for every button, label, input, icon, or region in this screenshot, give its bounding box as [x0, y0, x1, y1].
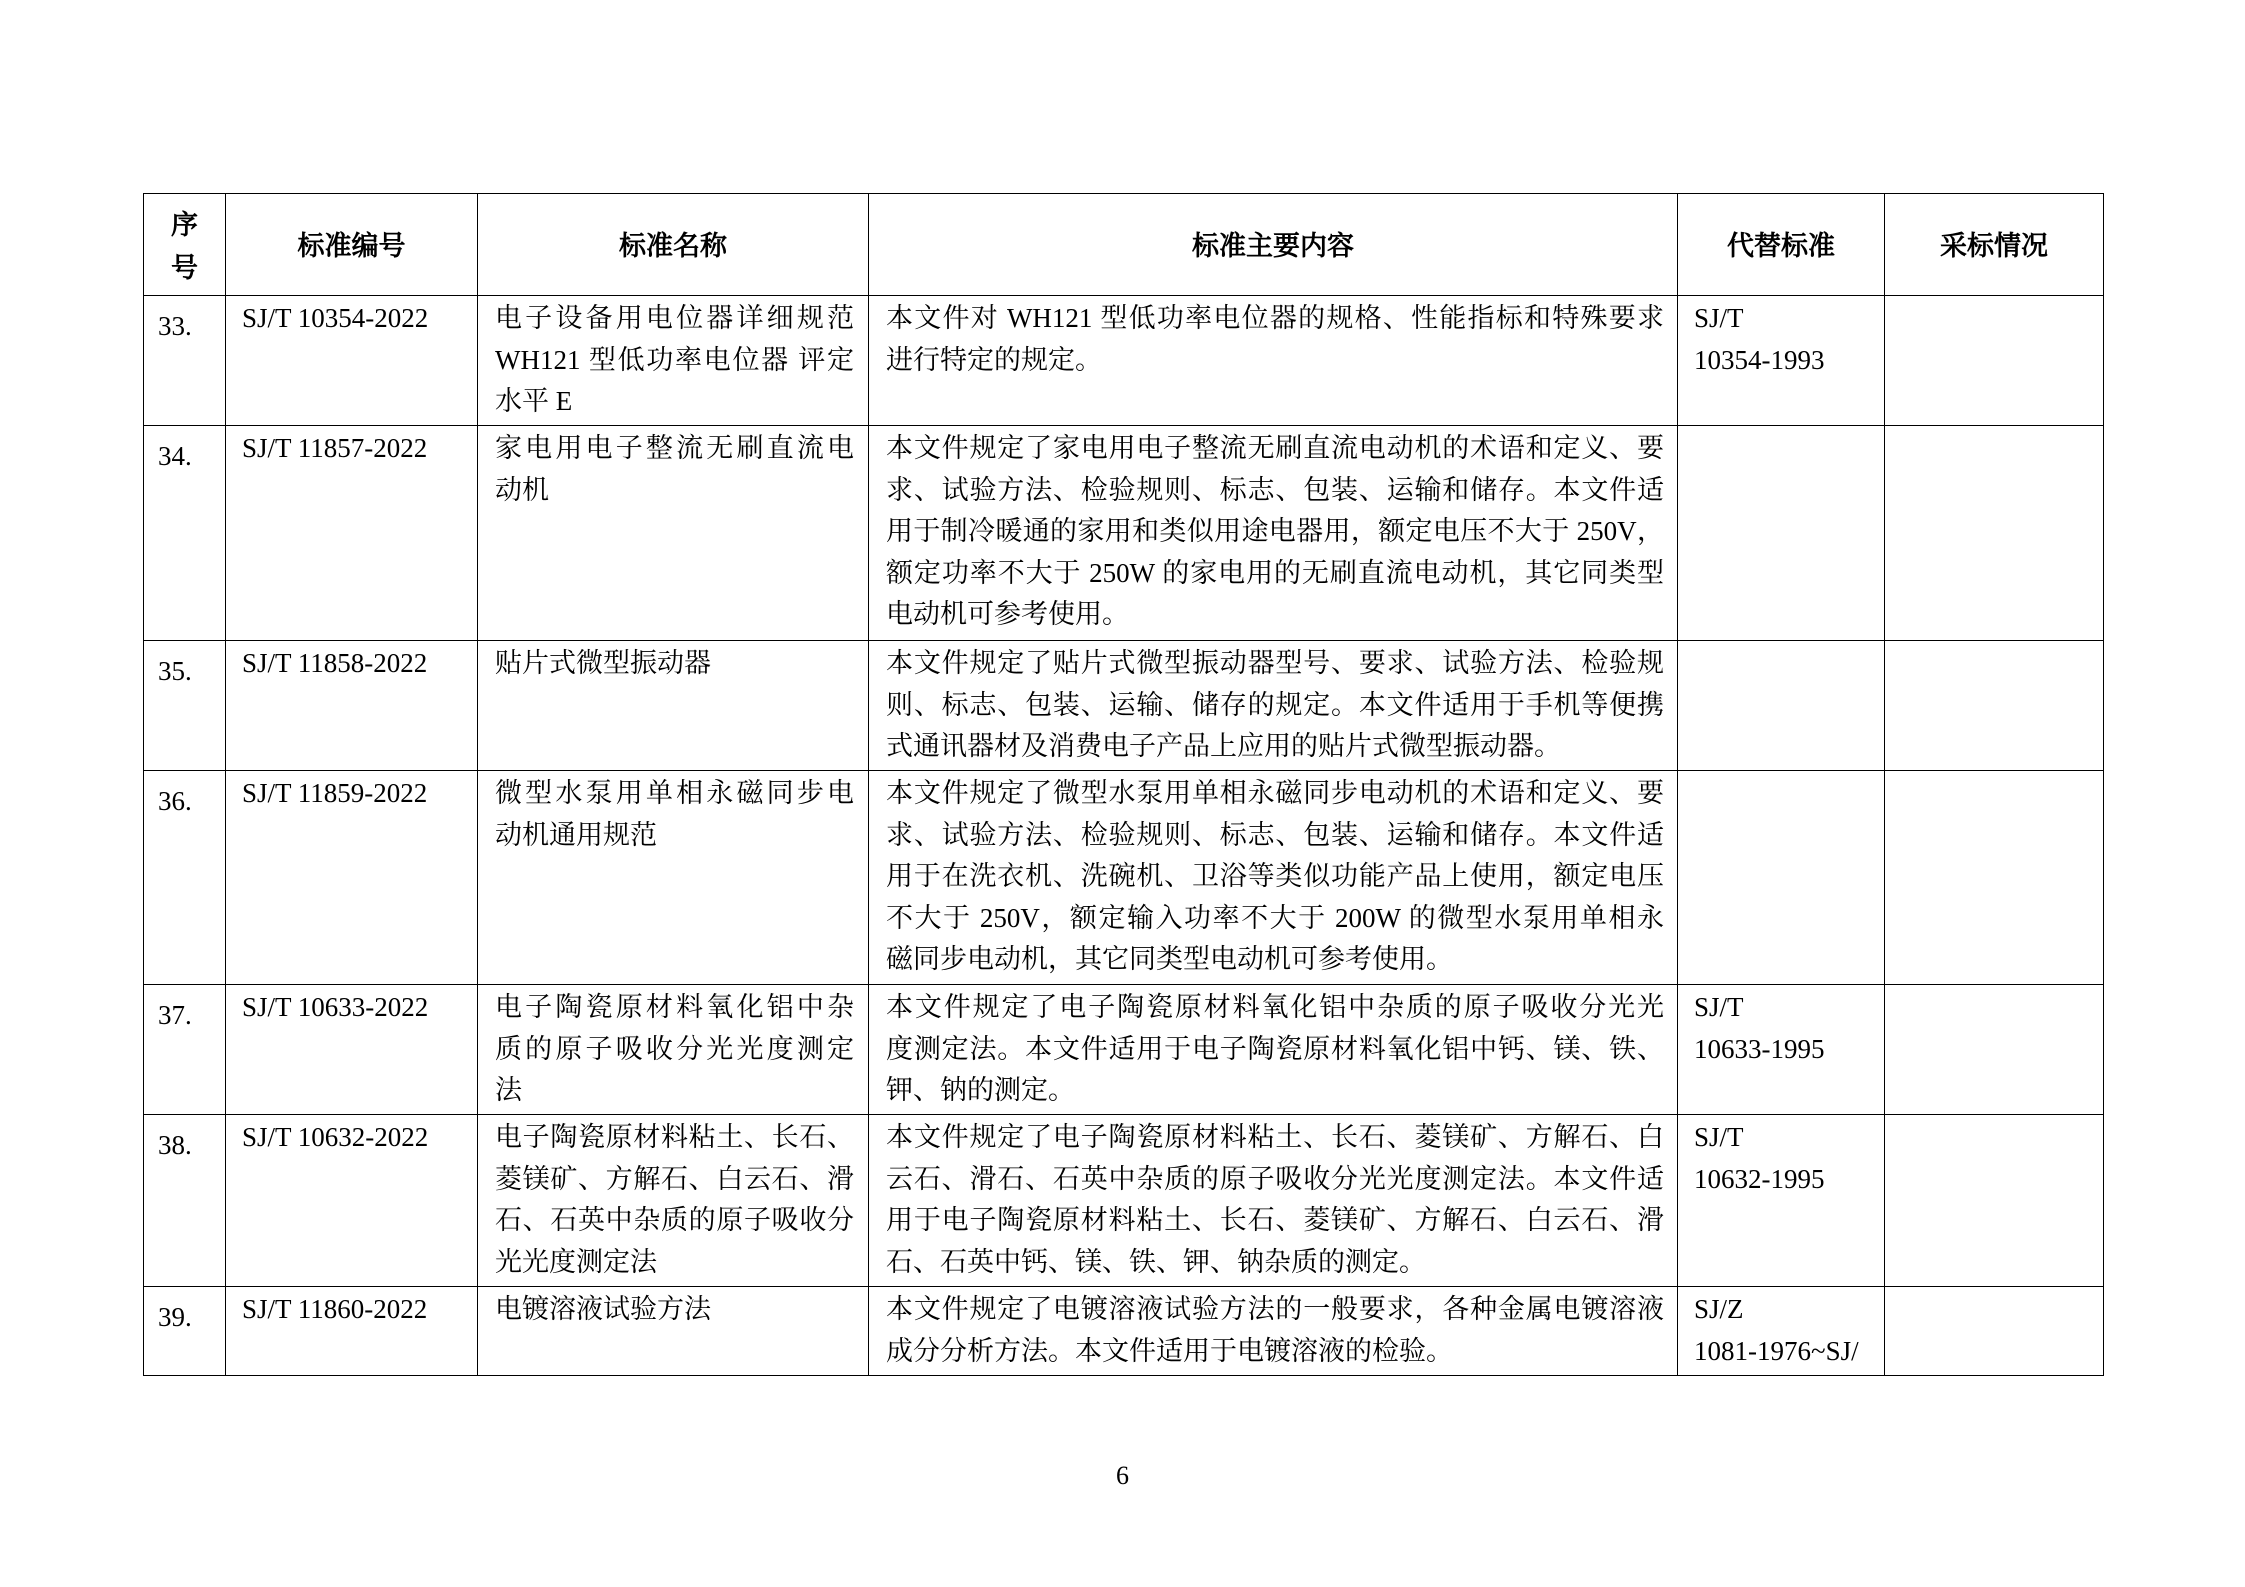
main-content-line: 用于制冷暖通的家用和类似用途电器用，额定电压不大于 250V，	[886, 516, 1664, 546]
serial-number-text: 37.	[158, 1000, 192, 1030]
page-number: 6	[1116, 1461, 1129, 1490]
main-content-line: 云石、滑石、石英中杂质的原子吸收分光光度测定法。本文件适	[886, 1163, 1664, 1194]
main-content-cell	[869, 1115, 1678, 1287]
standard-number-text: SJ/T 11860-2022	[242, 1294, 428, 1324]
main-content-line: 本文件规定了家电用电子整流无刷直流电动机的术语和定义、要	[886, 433, 1664, 463]
main-content-cell	[869, 1287, 1678, 1376]
replaced-standard-line: SJ/Z	[1694, 1294, 1744, 1324]
serial-number-text: 36.	[158, 786, 192, 816]
standard-number-text: SJ/T 10633-2022	[242, 992, 429, 1022]
standards-table	[143, 193, 2104, 1376]
header-adoption-status	[1885, 194, 2104, 296]
main-content-line: 钾、钠的测定。	[886, 1075, 1075, 1105]
standard-name-line: 菱镁矿、方解石、白云石、滑	[495, 1163, 854, 1194]
header-label: 标准名称	[619, 230, 727, 261]
main-content-line: 本文件规定了贴片式微型振动器型号、要求、试验方法、检验规	[886, 648, 1664, 678]
replaced-standard-cell	[1678, 1287, 1885, 1376]
replaced-standard-line: SJ/T	[1694, 303, 1744, 333]
standard-number-cell	[226, 1287, 478, 1376]
standard-number-cell	[226, 771, 478, 985]
adoption-status-cell	[1885, 1115, 2104, 1287]
standard-name-line: 微型水泵用单相永磁同步电	[495, 778, 854, 808]
standard-name-line: 质的原子吸收分光光度测定	[495, 1033, 854, 1064]
standard-name-line: 光光度测定法	[495, 1246, 657, 1277]
standard-number-text: SJ/T 10354-2022	[242, 303, 429, 333]
standard-name-line: 电子设备用电位器详细规范	[495, 303, 854, 333]
main-content-line: 本文件对 WH121 型低功率电位器的规格、性能指标和特殊要求	[886, 303, 1664, 333]
standard-number-text: SJ/T 11857-2022	[242, 433, 428, 463]
main-content-cell	[869, 771, 1678, 985]
standard-number-text: SJ/T 11859-2022	[242, 778, 428, 808]
adoption-status-cell	[1885, 426, 2104, 641]
header-standard-name	[478, 194, 869, 296]
main-content-cell	[869, 641, 1678, 771]
serial-number-cell	[144, 1115, 226, 1287]
header-label: 标准编号	[297, 230, 406, 261]
main-content-line: 磁同步电动机，其它同类型电动机可参考使用。	[886, 944, 1453, 974]
standard-name-line: 动机	[495, 474, 549, 505]
standard-name-cell	[478, 426, 869, 641]
replaced-standard-line: 10354-1993	[1694, 344, 1825, 375]
standard-number-cell	[226, 426, 478, 641]
main-content-cell	[869, 296, 1678, 426]
serial-number-cell	[144, 296, 226, 426]
main-content-line: 度测定法。本文件适用于电子陶瓷原材料氧化铝中钙、镁、铁、	[886, 1033, 1664, 1064]
serial-number-cell	[144, 771, 226, 985]
standard-name-cell	[478, 296, 869, 426]
replaced-standard-cell	[1678, 771, 1885, 985]
adoption-status-cell	[1885, 771, 2104, 985]
main-content-line: 不大于 250V，额定输入功率不大于 200W 的微型水泵用单相永	[886, 902, 1664, 933]
serial-number-text: 35.	[158, 656, 192, 686]
replaced-standard-cell	[1678, 641, 1885, 771]
standard-name-cell	[478, 771, 869, 985]
standard-name-cell	[478, 985, 869, 1115]
replaced-standard-cell	[1678, 985, 1885, 1115]
serial-number-cell	[144, 641, 226, 771]
main-content-line: 石、石英中钙、镁、铁、钾、钠杂质的测定。	[886, 1246, 1426, 1277]
adoption-status-cell	[1885, 296, 2104, 426]
header-main-content	[869, 194, 1678, 296]
serial-number-text: 34.	[158, 441, 192, 471]
standard-name-line: 贴片式微型振动器	[495, 648, 711, 678]
standard-number-cell	[226, 985, 478, 1115]
standard-name-cell	[478, 1115, 869, 1287]
standard-name-line: 电镀溶液试验方法	[495, 1294, 711, 1324]
adoption-status-cell	[1885, 641, 2104, 771]
serial-number-cell	[144, 426, 226, 641]
main-content-line: 求、试验方法、检验规则、标志、包装、运输和储存。本文件适	[886, 474, 1664, 505]
adoption-status-cell	[1885, 985, 2104, 1115]
replaced-standard-cell	[1678, 296, 1885, 426]
main-content-line: 式通讯器材及消费电子产品上应用的贴片式微型振动器。	[886, 731, 1561, 761]
replaced-standard-line: SJ/T	[1694, 1122, 1744, 1152]
main-content-line: 则、标志、包装、运输、储存的规定。本文件适用于手机等便携	[886, 689, 1664, 720]
standard-name-line: 水平 E	[495, 386, 573, 416]
main-content-line: 进行特定的规定。	[886, 344, 1102, 375]
main-content-line: 本文件规定了电镀溶液试验方法的一般要求，各种金属电镀溶液	[886, 1294, 1664, 1324]
replaced-standard-line: SJ/T	[1694, 992, 1744, 1022]
main-content-line: 电动机可参考使用。	[886, 599, 1129, 629]
standard-name-line: WH121 型低功率电位器 评定	[495, 344, 854, 375]
standard-name-cell	[478, 641, 869, 771]
main-content-line: 用于在洗衣机、洗碗机、卫浴等类似功能产品上使用，额定电压	[886, 861, 1664, 891]
serial-number-text: 33.	[158, 311, 192, 341]
main-content-line: 本文件规定了电子陶瓷原材料粘土、长石、菱镁矿、方解石、白	[886, 1122, 1664, 1152]
main-content-cell	[869, 426, 1678, 641]
standard-name-line: 法	[495, 1075, 522, 1105]
standard-name-line: 电子陶瓷原材料氧化铝中杂	[495, 992, 854, 1022]
standard-number-text: SJ/T 11858-2022	[242, 648, 428, 678]
standard-number-cell	[226, 296, 478, 426]
main-content-line: 求、试验方法、检验规则、标志、包装、运输和储存。本文件适	[886, 819, 1664, 850]
standard-name-line: 动机通用规范	[495, 819, 657, 850]
replaced-standard-line: 10633-1995	[1694, 1033, 1825, 1064]
header-label: 标准主要内容	[1192, 230, 1354, 261]
header-label: 序号	[170, 209, 198, 283]
serial-number-text: 39.	[158, 1302, 192, 1332]
serial-number-cell	[144, 985, 226, 1115]
replaced-standard-cell	[1678, 426, 1885, 641]
serial-number-text: 38.	[158, 1130, 192, 1160]
replaced-standard-cell	[1678, 1115, 1885, 1287]
header-label: 采标情况	[1940, 230, 2048, 261]
main-content-line: 成分分析方法。本文件适用于电镀溶液的检验。	[886, 1335, 1453, 1366]
standard-name-line: 石、石英中杂质的原子吸收分	[495, 1205, 854, 1235]
standard-name-line: 电子陶瓷原材料粘土、长石、	[495, 1122, 854, 1152]
standard-name-line: 家电用电子整流无刷直流电	[495, 433, 854, 463]
header-label: 代替标准	[1727, 230, 1835, 261]
replaced-standard-line: 1081-1976~SJ/	[1694, 1335, 1859, 1366]
standard-name-cell	[478, 1287, 869, 1376]
main-content-line: 额定功率不大于 250W 的家电用的无刷直流电动机，其它同类型	[886, 557, 1664, 588]
main-content-line: 用于电子陶瓷原材料粘土、长石、菱镁矿、方解石、白云石、滑	[886, 1205, 1664, 1235]
main-content-line: 本文件规定了微型水泵用单相永磁同步电动机的术语和定义、要	[886, 778, 1664, 808]
header-replaced-standard	[1678, 194, 1885, 296]
standard-number-cell	[226, 1115, 478, 1287]
main-content-cell	[869, 985, 1678, 1115]
header-standard-number	[226, 194, 478, 296]
serial-number-cell	[144, 1287, 226, 1376]
adoption-status-cell	[1885, 1287, 2104, 1376]
replaced-standard-line: 10632-1995	[1694, 1163, 1825, 1194]
header-serial-number	[144, 194, 226, 296]
main-content-line: 本文件规定了电子陶瓷原材料氧化铝中杂质的原子吸收分光光	[886, 992, 1664, 1022]
standard-number-text: SJ/T 10632-2022	[242, 1122, 429, 1152]
standard-number-cell	[226, 641, 478, 771]
